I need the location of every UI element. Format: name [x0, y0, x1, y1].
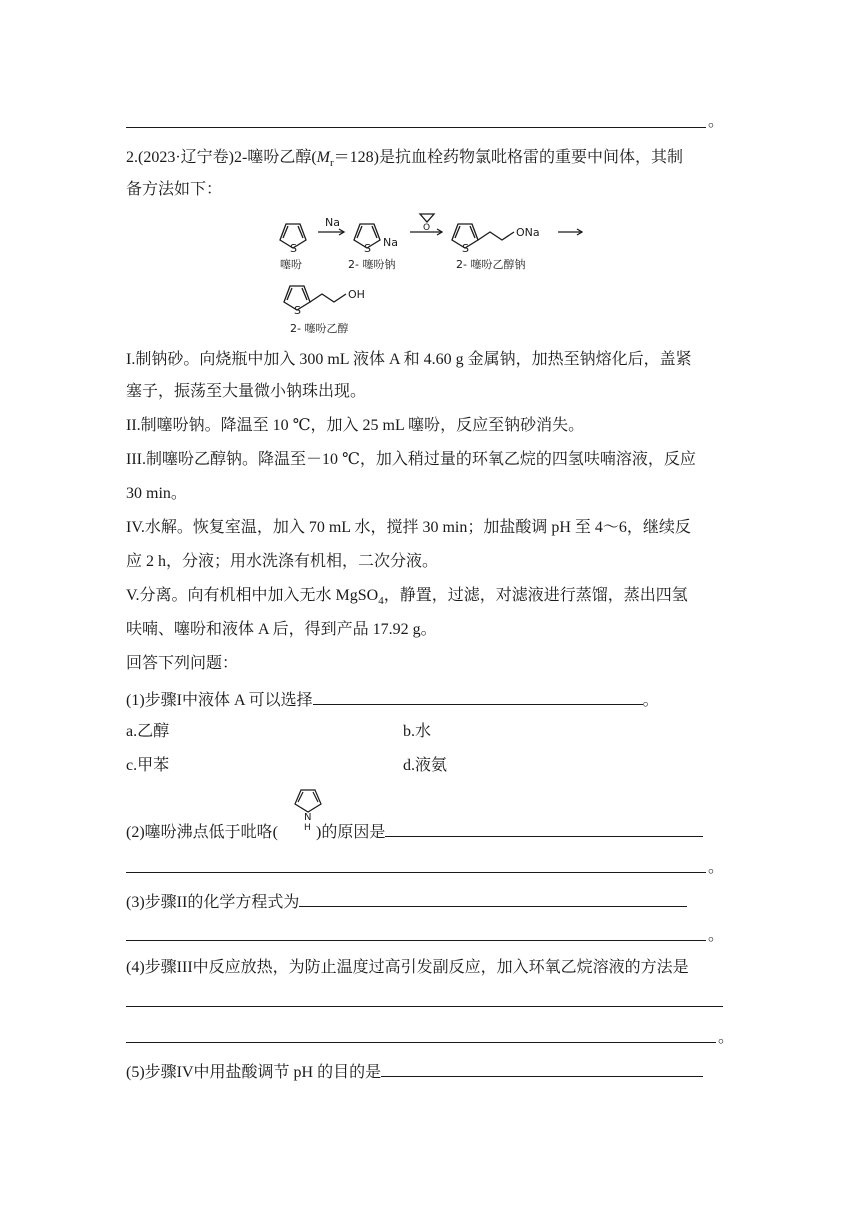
reaction-scheme [270, 210, 600, 340]
answer-blank-5[interactable] [381, 1060, 703, 1077]
step-4-line-2: 应 2 h，分液；用水洗涤有机相，二次分液。 [126, 553, 439, 570]
answer-blank-2b[interactable] [126, 872, 706, 873]
sulfur-label: S [364, 242, 371, 255]
step-1-line-1: I.制钠砂。向烧瓶中加入 300 mL 液体 A 和 4.60 g 金属钠，加热至钠熔化后，盖紧 [126, 351, 692, 368]
question-2: (2)噻吩沸点低于吡咯( )的原因是 [126, 820, 703, 843]
answer-blank-3b[interactable] [126, 940, 706, 941]
oh-label: OH [348, 288, 365, 301]
option-d: d.液氨 [403, 757, 448, 774]
sulfur-label: S [462, 242, 469, 255]
answer-blank-1[interactable] [313, 688, 643, 705]
answer-blank-top [126, 127, 706, 128]
reagent-label: Na [325, 216, 340, 229]
step-1-line-2: 塞子，振荡至大量微小钠珠出现。 [126, 383, 367, 400]
question-4: (4)步骤III中反应放热，为防止温度过高引发副反应，加入环氧乙烷溶液的方法是 [126, 959, 689, 976]
period: 。 [708, 859, 725, 876]
compound-label: 噻吩 [280, 258, 302, 271]
compound-label: 2- 噻吩乙醇 [290, 322, 349, 335]
step-3-line-2: 30 min。 [126, 485, 187, 502]
question-line-2: 备方法如下： [126, 181, 223, 198]
option-a: a.乙醇 [126, 723, 170, 740]
step-2: II.制噻吩钠。降温至 10 ℃，加入 25 mL 噻吩，反应至钠砂消失。 [126, 417, 585, 434]
question-line-1: 2.(2023·辽宁卷)2-噻吩乙醇$(M_r=128)$是抗血栓药物氯吡格雷的重要中间体，其制 [126, 149, 683, 170]
option-b: b.水 [403, 723, 432, 740]
question-5: (5)步骤IV中用盐酸调节 pH 的目的是 [126, 1060, 703, 1083]
period: 。 [708, 927, 725, 944]
step-5-line-1: V.分离。向有机相中加入无水 MgSO$_4$，静置，过滤，对滤液进行蒸馏，蒸出四氢 [126, 587, 688, 608]
answer-blank-3a[interactable] [299, 890, 687, 907]
answer-intro: 回答下列问题： [126, 655, 239, 672]
period: 。 [718, 1029, 735, 1046]
step-4-line-1: IV.水解。恢复室温，加入 70 mL 水，搅拌 30 min；加盐酸调 pH 至 4～6，继续反 [126, 519, 691, 536]
question-1: (1)步骤I中液体 A 可以选择 。 [126, 688, 659, 711]
period: 。 [708, 113, 725, 130]
sodium-label: Na [383, 236, 398, 249]
svg-text:N: N [304, 812, 312, 823]
answer-blank-4b[interactable] [126, 1042, 716, 1043]
epoxide-icon [420, 214, 434, 222]
option-c: c.甲苯 [126, 757, 170, 774]
answer-blank-2a[interactable] [385, 820, 703, 837]
reagent-label: O [423, 223, 431, 233]
answer-blank-4a[interactable] [126, 1006, 723, 1007]
compound-label: 2- 噻吩钠 [348, 258, 396, 271]
step-3-line-1: III.制噻吩乙醇钠。降温至－10 ℃，加入稍过量的环氧乙烷的四氢呋喃溶液，反应 [126, 451, 696, 468]
svg-text:H: H [304, 823, 311, 832]
sulfur-label: S [290, 242, 297, 255]
step-5-line-2: 呋喃、噻吩和液体 A 后，得到产品 17.92 g。 [126, 621, 437, 638]
sulfur-label: S [294, 304, 301, 317]
ona-label: ONa [516, 226, 540, 239]
question-3: (3)步骤II的化学方程式为 [126, 890, 687, 913]
compound-label: 2- 噻吩乙醇钠 [456, 258, 526, 271]
